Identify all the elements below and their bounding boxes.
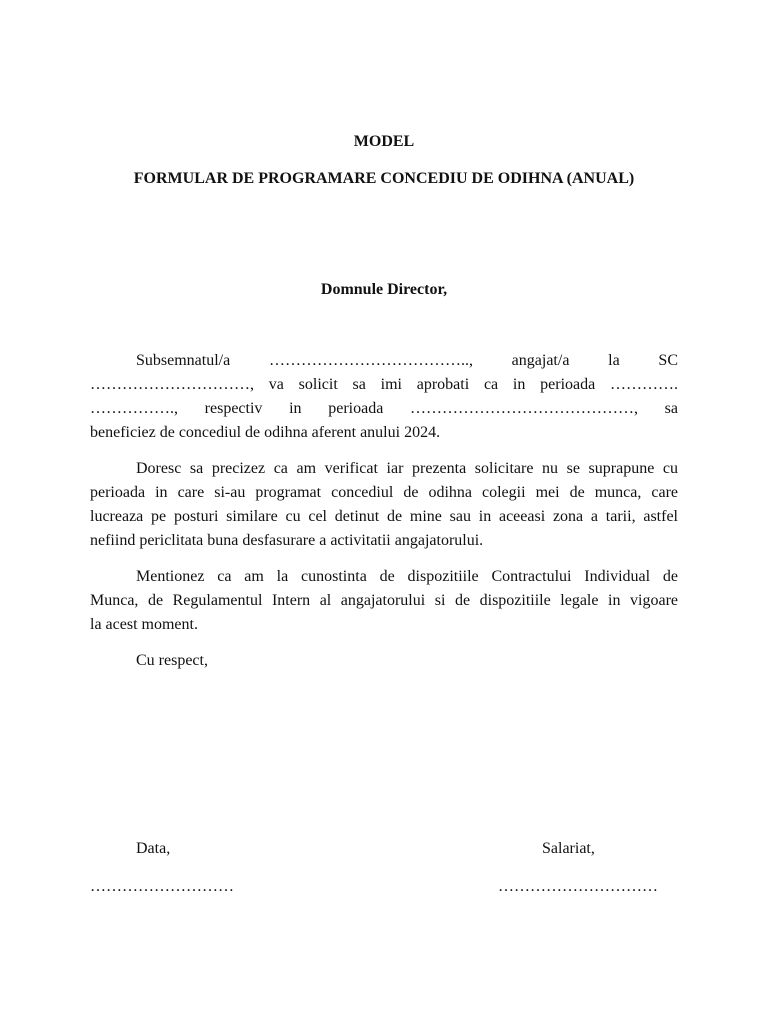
paragraph-line: Munca, de Regulamentul Intern al angajatorului si de dispozitiile legale in vigoare [90, 592, 678, 609]
paragraph-line: …………………………, va solicit sa imi aprobati ca in perioada …………. [90, 376, 678, 393]
date-blank: ……………………… [90, 878, 234, 895]
paragraph-line: Doresc sa precizez ca am verificat iar prezenta solicitare nu se suprapune cu [136, 460, 678, 477]
employee-blank: ………………………… [498, 878, 658, 895]
paragraph-line: ……………., respectiv in perioada ……………………………………, sa [90, 400, 678, 417]
document-body [90, 349, 678, 673]
paragraph-line: Mentionez ca am la cunostinta de dispozitiile Contractului Individual de [136, 568, 678, 585]
paragraph-line: Subsemnatul/a ……………………………….., angajat/a la SC [136, 352, 678, 369]
paragraph-line: beneficiez de concediul de odihna aferent anului 2024. [90, 424, 441, 441]
paragraph-request [90, 349, 678, 445]
paragraph-line: perioada in care si-au programat concediul de odihna colegii mei de munca, care [90, 484, 678, 501]
paragraph-line: lucreaza pe posturi similare cu cel detinut de mine sau in aceeasi zona a tarii, astfel [90, 508, 678, 525]
paragraph-acknowledgement [90, 565, 678, 637]
date-label: Data, [136, 840, 171, 857]
employee-label: Salariat, [542, 840, 595, 857]
document-title: FORMULAR DE PROGRAMARE CONCEDIU DE ODIHNA (ANUAL) [133, 170, 635, 187]
closing-line [90, 649, 678, 673]
closing-text: Cu respect, [136, 652, 208, 669]
document-label: MODEL [353, 133, 415, 150]
paragraph-line: nefiind periclitata buna desfasurare a activitatii angajatorului. [90, 532, 484, 549]
salutation: Domnule Director, [320, 281, 448, 298]
paragraph-declaration [90, 457, 678, 553]
paragraph-line: la acest moment. [90, 616, 198, 633]
